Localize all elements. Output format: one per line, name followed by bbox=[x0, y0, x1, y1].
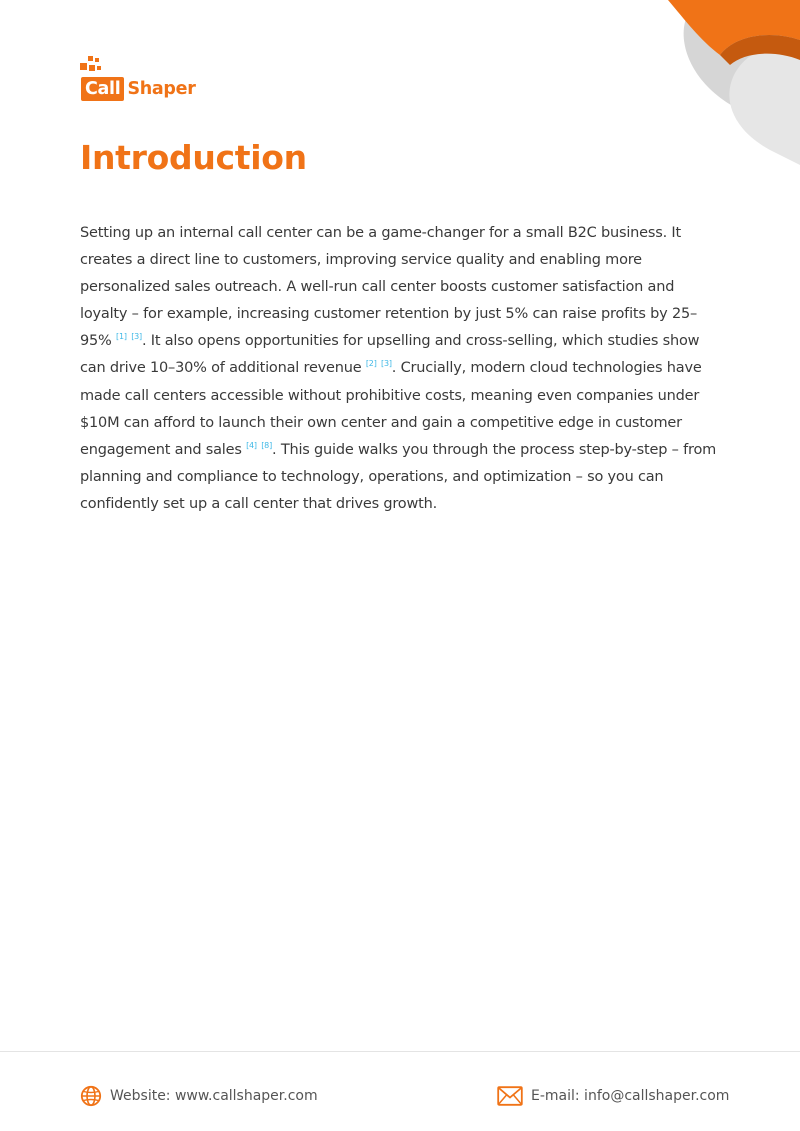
citation-link-1[interactable]: [1] bbox=[116, 332, 127, 342]
citation-link-3[interactable]: [3] bbox=[131, 332, 142, 342]
footer-website-text: Website: www.callshaper.com bbox=[110, 1088, 318, 1104]
intro-text-3: . Crucially, modern cloud technologies have made call centers accessible without prohibitive costs, meaning even companies under $10M can afford to launch their own center and gain a competitive edge in customer engagement and sales bbox=[80, 360, 702, 458]
intro-text-4: . This guide walks you through the process step-by-step – from planning and compliance to technology, operations, and optimization – so you can confidently set up a call center that drives growth. bbox=[80, 441, 717, 512]
citation-link-8[interactable]: [8] bbox=[261, 440, 272, 450]
intro-paragraph bbox=[80, 220, 725, 518]
logo-wordmark bbox=[81, 77, 196, 101]
logo-text-call: Call bbox=[81, 77, 124, 101]
citation-link-3b[interactable]: [3] bbox=[381, 359, 392, 369]
footer-website[interactable] bbox=[80, 1084, 318, 1108]
footer-email[interactable] bbox=[497, 1084, 729, 1108]
intro-text-1: Setting up an internal call center can be a game-changer for a small B2C business. It creates a direct line to customers, improving service quality and enabling more personalized sales outreach. A well-run call center boosts customer satisfaction and loyalty – for example, increasing customer retention by just 5% can raise profits by 25–95% bbox=[80, 225, 698, 350]
logo-text-shaper: Shaper bbox=[127, 79, 196, 99]
page-title: Introduction bbox=[80, 138, 307, 177]
citation-link-2[interactable]: [2] bbox=[365, 359, 377, 369]
envelope-icon bbox=[497, 1086, 523, 1106]
citation-link-4[interactable]: [4] bbox=[246, 440, 257, 450]
callshaper-logo bbox=[79, 56, 219, 104]
globe-icon bbox=[80, 1085, 102, 1107]
footer-email-text: E-mail: info@callshaper.com bbox=[531, 1088, 730, 1104]
intro-text-2: . It also opens opportunities for upselling and cross-selling, which studies show can drive 10–30% of additional revenue bbox=[80, 333, 700, 377]
footer-divider bbox=[0, 1051, 800, 1052]
